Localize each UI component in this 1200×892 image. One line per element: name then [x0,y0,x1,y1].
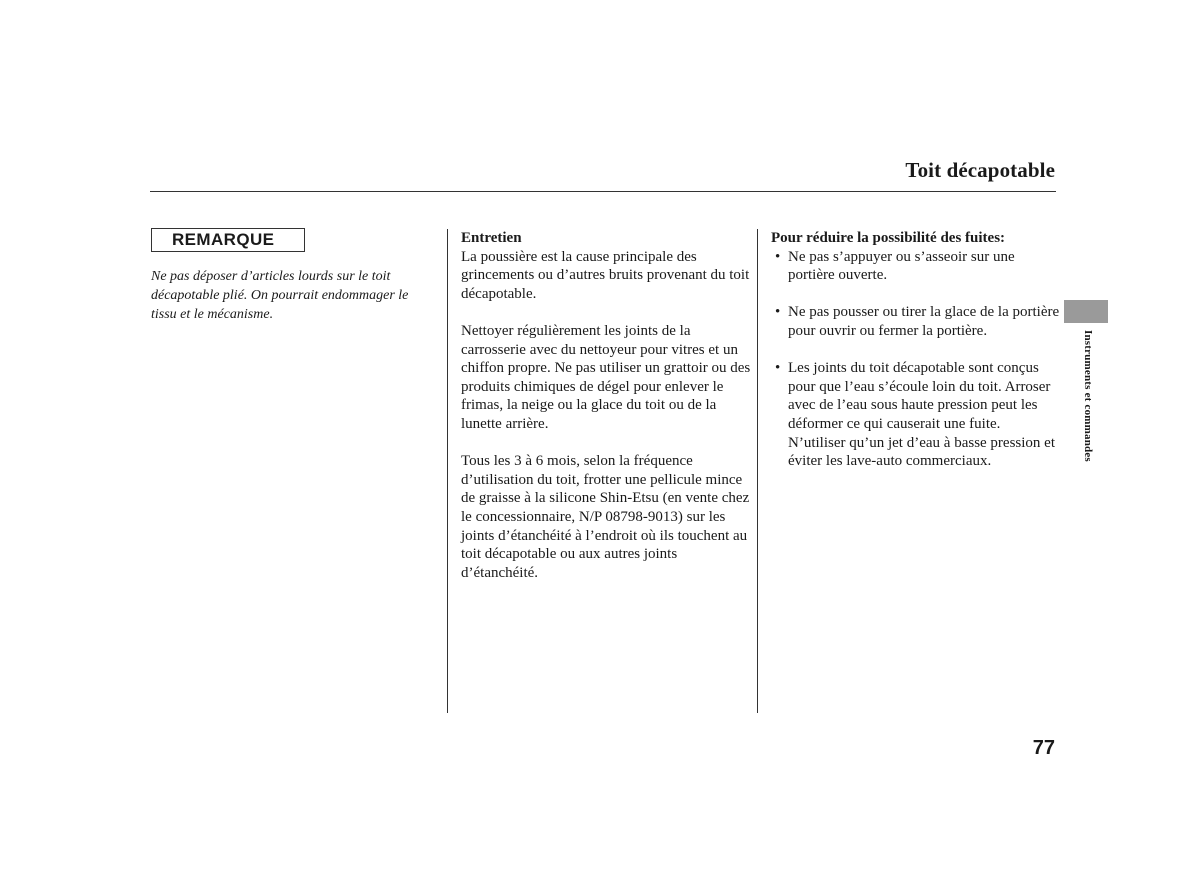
bullet-icon: • [775,248,781,265]
remarque-text: Ne pas déposer d’articles lourds sur le toit décapotable plié. On pourrait endommager le tissu et le mécanisme. [151,269,409,322]
entretien-paragraph-1: La poussière est la cause principale des grincements ou d’autres bruits provenant du toit décapotable. [461,248,750,302]
list-item [771,359,1061,471]
section-side-label: Instruments et commandes [1082,330,1094,462]
entretien-paragraph-3: Tous les 3 à 6 mois, selon la fréquence d’utilisation du toit, frotter une pellicule mince de graisse à la silicone Shin-Etsu (en vente chez le concessionnaire, N/P 08798-9013) sur les joints d’étanchéité à l’endroit où ils touchent au toit décapotable ou aux autres joints d’étanchéité. [461,453,750,581]
fuites-list [771,248,1061,471]
fuites-section [771,229,1061,489]
list-item [771,303,1061,340]
page-title: Toit décapotable [905,158,1055,182]
bullet-icon: • [775,304,781,321]
list-item-text: Ne pas s’appuyer ou s’asseoir sur une portière ouverte. [788,248,1015,284]
remarque-badge: REMARQUE [151,228,305,252]
column-divider-2 [757,229,758,713]
list-item [771,248,1061,285]
page-number: 77 [1032,737,1055,759]
fuites-heading: Pour réduire la possibilité des fuites: [771,230,1006,246]
column-divider-1 [447,229,448,713]
header-rule [150,191,1056,192]
list-item-text: Les joints du toit décapotable sont conçus pour que l’eau s’écoule loin du toit. Arroser avec de l’eau sous haute pression peut les déformer ce qui causerait une fuite. N’utiliser qu’un jet d’eau à basse pression et éviter les lave-auto commerciaux. [788,360,1056,470]
entretien-paragraph-2: Nettoyer régulièrement les joints de la carrosserie avec du nettoyeur pour vitres et un chiffon propre. Ne pas utiliser un grattoir ou des produits chimiques de dégel pour enlever le frimas, la neige ou la glace du toit ou de la lunette arrière. [461,322,751,432]
entretien-heading: Entretien [461,230,522,246]
entretien-section [461,229,751,601]
bullet-icon: • [775,360,781,377]
section-tab [1064,300,1108,323]
list-item-text: Ne pas pousser ou tirer la glace de la portière pour ouvrir ou fermer la portière. [788,304,1060,339]
